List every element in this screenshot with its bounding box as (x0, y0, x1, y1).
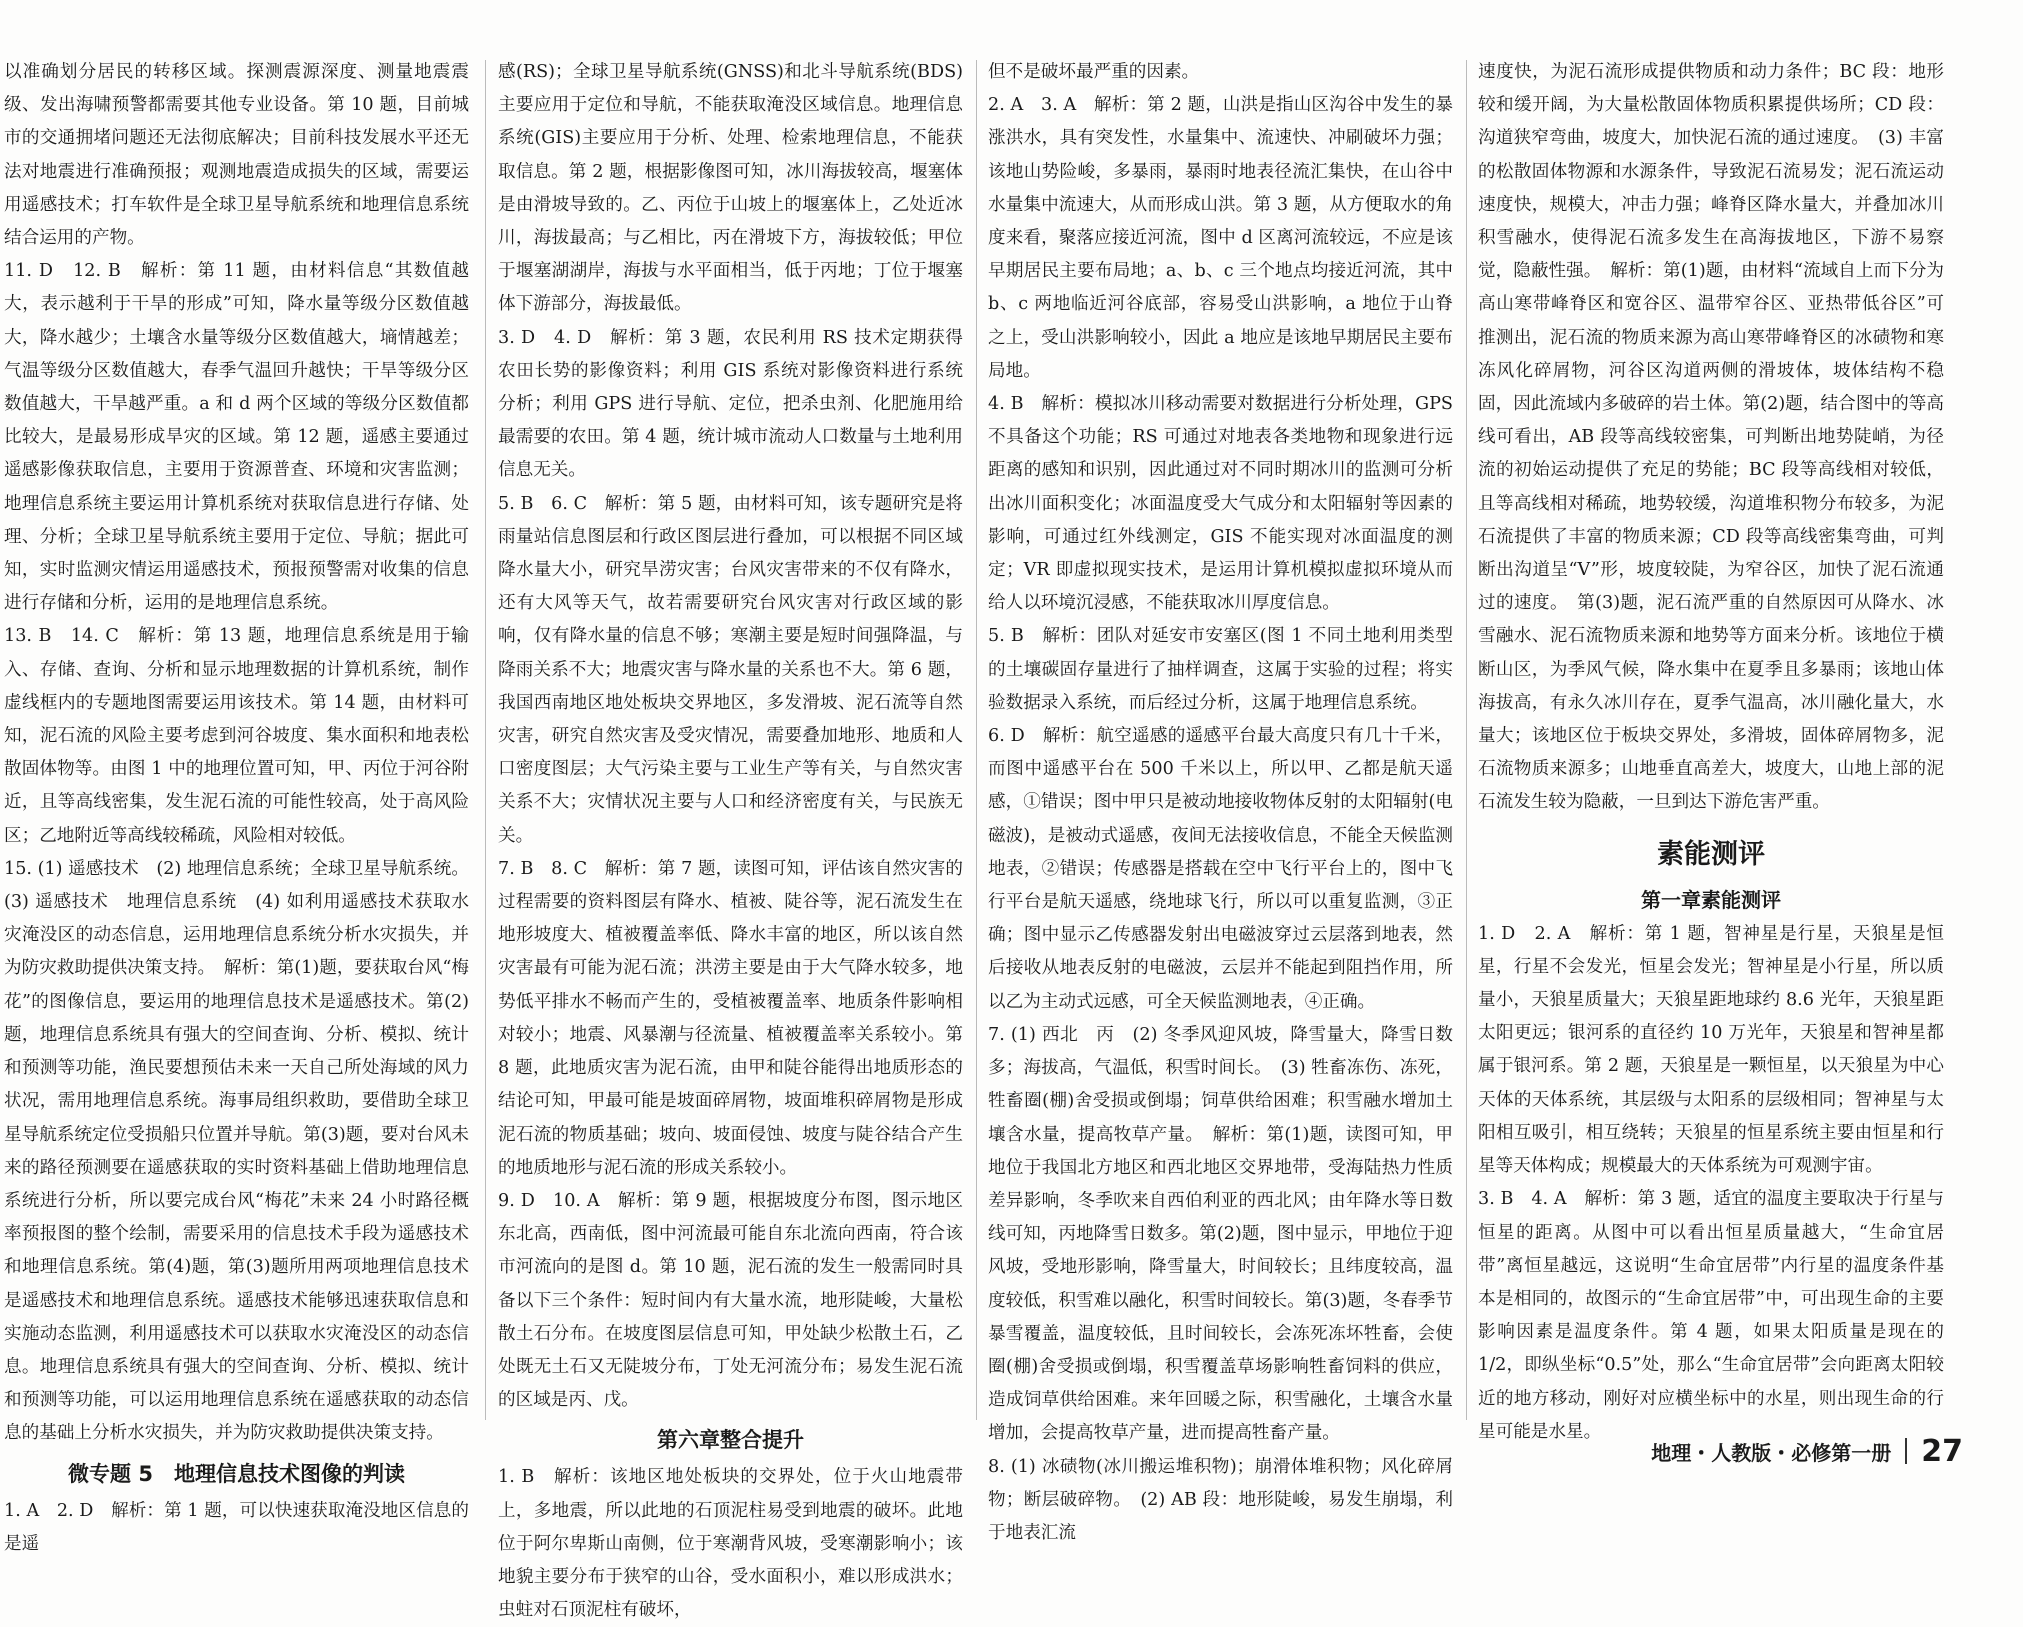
paragraph: 5. B 6. C 解析：第 5 题，由材料可知，该专题研究是将雨量站信息图层和行政区图层进行叠加，可以根据不同区域降水量大小，研究旱涝灾害；台风灾害带来的不仅有降水，还有大风等天气，故若需要研究台风灾害对行政区域的影响，仅有降水量的信息不够；寒潮主要是短时间强降温，与降雨关系不大；地震灾害与降水量的关系也不大。第 6 题，我国西南地区地处板块交界地区，多发滑坡、泥石流等自然灾害，研究自然灾害及受灾情况，需要叠加地形、地质和人口密度图层；大气污染主要与工业生产等有关，与自然灾害关系不大；灾情状况主要与人口和经济密度有关，与民族无关。 (498, 493, 963, 846)
paragraph: 6. D 解析：航空遥感的遥感平台最大高度只有几十千米，而图中遥感平台在 500 千米以上，所以甲、乙都是航天遥感，①错误；图中甲只是被动地接收物体反射的太阳辐射(电磁波)，是被动式遥感，夜间无法接收信息，不能全天候监测地表，②错误；传感器是搭载在空中飞行平台上的，图中飞行平台是航天遥感，绕地球飞行，所以可以重复监测，③正确；图中显示乙传感器发射出电磁波穿过云层落到地表，然后接收从地表反射的电磁波，云层并不能起到阻挡作用，所以乙为主动式远感，可全天候监测地表，④正确。 (988, 726, 1453, 1012)
paragraph: 1. A 2. D 解析：第 1 题，可以快速获取淹没地区信息的是遥 (4, 1500, 469, 1554)
column-divider (976, 60, 977, 1420)
paragraph: 7. B 8. C 解析：第 7 题，读图可知，评估该自然灾害的过程需要的资料图层有降水、植被、陡谷等，泥石流发生在地形坡度大、植被覆盖率低、降水丰富的地区，所以该自然灾害最有可能为泥石流；洪涝主要是由于大气降水较多，地势低平排水不畅而产生的，受植被覆盖率、地质条件影响相对较小；地震、风暴潮与径流量、植被覆盖率关系较小。第 8 题，此地质灾害为泥石流，由甲和陡谷能得出地质形态的结论可知，甲最可能是坡面碎屑物，坡面堆积碎屑物是形成泥石流的物质基础；坡向、坡面侵蚀、坡度与陡谷结合产生的地质地形与泥石流的形成关系较小。 (498, 858, 963, 1178)
page-footer (1651, 1433, 1963, 1469)
paragraph: 4. B 解析：模拟冰川移动需要对数据进行分析处理，GPS 不具备这个功能；RS 可通过对地表各类地物和现象进行远距离的感知和识别，因此通过对不同时期冰川的监测可分析出冰川面积变化；冰面温度受大气成分和太阳辐射等因素的影响，可通过红外线测定，GIS 不能实现对冰面温度的测定；VR 即虚拟现实技术，是运用计算机模拟虚拟环境从而给人以环境沉浸感，不能获取冰川厚度信息。 (988, 394, 1453, 614)
paragraph: 感(RS)；全球卫星导航系统(GNSS)和北斗导航系统(BDS)主要应用于定位和导航，不能获取淹没区域信息。地理信息系统(GIS)主要应用于分析、处理、检索地理信息，不能获取信息。第 2 题，根据影像图可知，冰川海拔较高，堰塞体是由滑坡导致的。乙、丙位于山坡上的堰塞体上，乙处近冰川，海拔最高；与乙相比，丙在滑坡下方，海拔较低；甲位于堰塞湖湖岸，海拔与水平面相当，低于丙地；丁位于堰塞体下游部分，海拔最低。 (498, 62, 963, 315)
column-1 (4, 56, 469, 1554)
column-divider (485, 60, 486, 1420)
footer-subject: 地理・人教版・必修第一册 (1651, 1440, 1892, 1465)
chapter-heading: 素能测评 (1657, 838, 1765, 870)
column-divider (1466, 60, 1467, 1420)
paragraph: 11. D 12. B 解析：第 11 题，由材料信息“其数值越大，表示越利于干旱的形成”可知，降水量等级分区数值越大，降水越少；土壤含水量等级分区数值越大，墒情越差；气温等级分区数值越大，春季气温回升越快；干旱等级分区数值越大，干旱越严重。a 和 d 两个区域的等级分区数值都比较大，是最易形成旱灾的区域。第 12 题，遥感主要通过遥感影像获取信息，主要用于资源普查、环境和灾害监测；地理信息系统主要运用计算机系统对获取信息进行存储、处理、分析；全球卫星导航系统主要用于定位、导航；据此可知，实时监测灾情运用遥感技术，预报预警需对收集的信息进行存储和分析，运用的是地理信息系统。 (4, 261, 469, 614)
paragraph: 速度快，为泥石流形成提供物质和动力条件；BC 段：地形较和缓开阔，为大量松散固体物质积累提供场所；CD 段：沟道狭窄弯曲，坡度大，加快泥石流的通过速度。 (3) 丰富的松散固体物源和水源条件，导致泥石流易发；泥石流运动速度快，规模大，冲击力强；峰脊区降水量大，并叠加冰川积雪融水，使得泥石流多发生在高海拔地区，下游不易察觉，隐蔽性强。 解析：第(1)题，由材料“流域自上而下分为高山寒带峰脊区和宽谷区、温带窄谷区、亚热带低谷区”可推测出，泥石流的物质来源为高山寒带峰脊区的冰碛物和寒冻风化碎屑物，河谷区沟道两侧的滑坡体，坡体结构不稳固，因此流域内多破碎的岩土体。第(2)题，结合图中的等高线可看出，AB 段等高线较密集，可判断出地势陡峭，为径流的初始运动提供了充足的势能；BC 段等高线相对较低，且等高线相对稀疏，地势较缓，沟道堆积物分布较多，为泥石流提供了丰富的物质来源；CD 段等高线密集弯曲，可判断出沟道呈“V”形，坡度较陡，为窄谷区，加快了泥石流通过的速度。 第(3)题，泥石流严重的自然原因可从降水、冰雪融水、泥石流物质来源和地势等方面来分析。该地位于横断山区，为季风气候，降水集中在夏季且多暴雨；该地山体海拔高，有永久冰川存在，夏季气温高，冰川融化量大，水量大；该地区位于板块交界处，多滑坡，固体碎屑物多，泥石流物质来源多；山地垂直高差大，坡度大，山地上部的泥石流发生较为隐蔽，一旦到达下游危害严重。 (1478, 62, 1944, 813)
section-heading: 微专题 5 地理信息技术图像的判读 (68, 1461, 405, 1486)
column-3 (988, 56, 1453, 1543)
paragraph: 3. D 4. D 解析：第 3 题，农民利用 RS 技术定期获得农田长势的影像资料；利用 GIS 系统对影像资料进行系统分析；利用 GPS 进行导航、定位，把杀虫剂、化肥施用给最需要的农田。第 4 题，统计城市流动人口数量与土地利用信息无关。 (498, 327, 963, 481)
page-number: 27 (1921, 1433, 1963, 1469)
paragraph: 8. (1) 冰碛物(冰川搬运堆积物)；崩滑体堆积物；风化碎屑物；断层破碎物。 (2) AB 段：地形陡峻，易发生崩塌，利于地表汇流 (988, 1456, 1453, 1543)
paragraph: 9. D 10. A 解析：第 9 题，根据坡度分布图，图示地区东北高，西南低，图中河流最可能自东北流向西南，符合该市河流向的是图 d。第 10 题，泥石流的发生一般需同时具备以下三个条件：短时间内有大量水流，地形陡峻，大量松散土石分布。在坡度图层信息可知，甲处缺少松散土石，乙处既无土石又无陡坡分布，丁处无河流分布；易发生泥石流的区域是丙、戊。 (498, 1190, 963, 1411)
paragraph: 但不是破坏最严重的因素。 (988, 62, 1200, 82)
paragraph: 15. (1) 遥感技术 (2) 地理信息系统；全球卫星导航系统。(3) 遥感技术 地理信息系统 (4) 如利用遥感技术获取水灾淹没区的动态信息，运用地理信息系统分析水灾损失，并为防灾救助提供决策支持。 解析：第(1)题，要获取台风“梅花”的图像信息，要运用的地理信息技术是遥感技术。第(2)题，地理信息系统具有强大的空间查询、分析、模拟、统计和预测等功能，渔民要想预估未来一天自己所处海域的风力状况，需用地理信息系统。海事局组织救助，要借助全球卫星导航系统定位受损船只位置并导航。第(3)题，要对台风未来的路径预测要在遥感获取的实时资料基础上借助地理信息系统进行分析，所以要完成台风“梅花”未来 24 小时路径概率预报图的整个绘制，需要采用的信息技术手段为遥感技术和地理信息系统。第(4)题，第(3)题所用两项地理信息技术是遥感技术和地理信息系统。遥感技术能够迅速获取信息和实施动态监测，利用遥感技术可以获取水灾淹没区的动态信息。地理信息系统具有强大的空间查询、分析、模拟、统计和预测等功能，可以运用地理信息系统在遥感获取的动态信息的基础上分析水灾损失，并为防灾救助提供决策支持。 (4, 858, 469, 1444)
paragraph: 3. B 4. A 解析：第 3 题，适宜的温度主要取决于行星与恒星的距离。从图中可以看出恒星质量越大，“生命宜居带”离恒星越远，这说明“生命宜居带”内行星的温度条件基本是相同的，故图示的“生命宜居带”中，可出现生命的主要影响因素是温度条件。第 4 题，如果太阳质量是现在的 1/2，即纵坐标“0.5”处，那么“生命宜居带”会向距离太阳较近的地方移动，刚好对应横坐标中的水星，则出现生命的行星可能是水星。 (1478, 1189, 1944, 1442)
paragraph: 5. B 解析：团队对延安市安塞区(图 1 不同土地利用类型的土壤碳固存量进行了抽样调查，这属于实验的过程；将实验数据录入系统，而后经过分析，这属于地理信息系统。 (988, 626, 1453, 713)
paragraph: 1. B 解析：该地区地处板块的交界处，位于火山地震带上，多地震，所以此地的石顶泥柱易受到地震的破坏。此地位于阿尔卑斯山南侧，位于寒潮背风坡，受寒潮影响小；该地貌主要分布于狭窄的山谷，受水面积小，难以形成洪水；虫蛀对石顶泥柱有破坏， (498, 1467, 963, 1621)
footer-divider (1905, 1438, 1907, 1464)
paragraph: 2. A 3. A 解析：第 2 题，山洪是指山区沟谷中发生的暴涨洪水，具有突发性，水量集中、流速快、冲刷破坏力强；该地山势险峻，多暴雨，暴雨时地表径流汇集快，在山谷中水量集中流速大，从而形成山洪。第 3 题，从方便取水的角度来看，聚落应接近河流，图中 d 区离河流较远，不应是该早期居民主要布局地；a、b、c 三个地点均接近河流，其中 b、c 两地临近河谷底部，容易受山洪影响，a 地位于山脊之上，受山洪影响较小，因此 a 地应是该地早期居民主要布局地。 (988, 95, 1453, 381)
section-heading: 第六章整合提升 (657, 1428, 804, 1453)
paragraph: 1. D 2. A 解析：第 1 题，智神星是行星，天狼星是恒星，行星不会发光，恒星会发光；智神星是小行星，所以质量小，天狼星质量大；天狼星距地球约 8.6 光年，天狼星距太阳更远；银河系的直径约 10 万光年，天狼星和智神星都属于银河系。第 2 题，天狼星是一颗恒星，以天狼星为中心天体的天体系统，其层级与太阳系的层级相同；智神星与太阳相互吸引，相互绕转；天狼星的恒星系统主要由恒星和行星等天体构成；规模最大的天体系统为可观测宇宙。 (1478, 923, 1944, 1177)
column-4 (1478, 56, 1944, 1442)
paragraph: 以准确划分居民的转移区域。探测震源深度、测量地震震级、发出海啸预警都需要其他专业设备。第 10 题，目前城市的交通拥堵问题还无法彻底解决；目前科技发展水平还无法对地震进行准确预报；观测地震造成损失的区域，需要运用遥感技术；打车软件是全球卫星导航系统和地理信息系统结合运用的产物。 (4, 62, 469, 249)
section-heading: 第一章素能测评 (1641, 887, 1781, 912)
column-2 (498, 56, 963, 1621)
paragraph: 13. B 14. C 解析：第 13 题，地理信息系统是用于输入、存储、查询、分析和显示地理数据的计算机系统，制作虚线框内的专题地图需要运用该技术。第 14 题，由材料可知，泥石流的风险主要考虑到河谷坡度、集水面积和地表松散固体物等。由图 1 中的地理位置可知，甲、丙位于河谷附近，且等高线密集，发生泥石流的可能性较高，处于高风险区；乙地附近等高线较稀疏，风险相对较低。 (4, 626, 469, 846)
paragraph: 7. (1) 西北 丙 (2) 冬季风迎风坡，降雪量大，降雪日数多；海拔高，气温低，积雪时间长。 (3) 牲畜冻伤、冻死，牲畜圈(棚)舍受损或倒塌；饲草供给困难；积雪融水增加土壤含水量，提高牧草产量。 解析：第(1)题，读图可知，甲地位于我国北方地区和西北地区交界地带，受海陆热力性质差异影响，冬季吹来自西伯利亚的西北风；由年降水等日数线可知，丙地降雪日数多。第(2)题，图中显示，甲地位于迎风坡，受地形影响，降雪量大，时间较长；且纬度较高，温度较低，积雪难以融化，积雪时间较长。第(3)题，冬春季节暴雪覆盖，温度较低，且时间较长，会冻死冻坏牲畜，会使圈(棚)舍受损或倒塌，积雪覆盖草场影响牲畜饲料的供应，造成饲草供给困难。来年回暖之际，积雪融化，土壤含水量增加，会提高牧草产量，进而提高牲畜产量。 (988, 1024, 1453, 1444)
